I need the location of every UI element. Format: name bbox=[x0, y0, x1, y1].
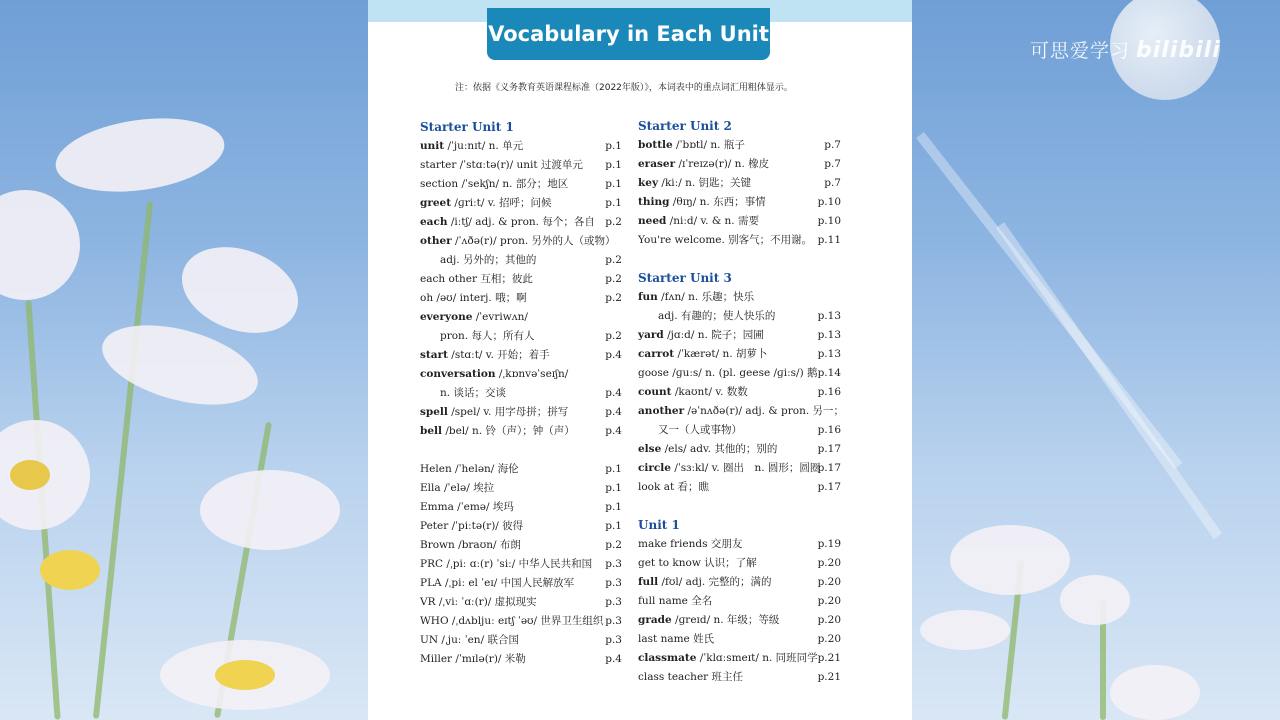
entry-word: PRC bbox=[420, 558, 444, 570]
page-ref: p.14 bbox=[817, 367, 841, 379]
entry-word: grade bbox=[638, 614, 672, 626]
page-ref: p.20 bbox=[817, 595, 841, 607]
vocab-entry bbox=[420, 156, 622, 175]
page-ref: p.3 bbox=[605, 596, 622, 608]
section-title: Starter Unit 1 bbox=[420, 120, 514, 134]
vocab-entry bbox=[420, 289, 622, 308]
page-ref: p.1 bbox=[605, 463, 622, 475]
vocab-entry bbox=[638, 668, 841, 687]
entry-word: Emma bbox=[420, 501, 454, 513]
vocab-entry bbox=[420, 612, 622, 631]
entry-definition: /niːd/ v. & n. 需要 bbox=[666, 215, 759, 227]
vocab-entry bbox=[638, 459, 841, 478]
entry-definition: 全名 bbox=[687, 595, 713, 607]
vocab-entry bbox=[420, 403, 622, 422]
entry-word: get to know bbox=[638, 557, 701, 569]
vocab-entry bbox=[420, 479, 622, 498]
entry-word: goose bbox=[638, 367, 669, 379]
page-ref: p.1 bbox=[605, 501, 622, 513]
vocab-entry bbox=[638, 155, 841, 174]
page-ref: p.16 bbox=[817, 386, 841, 398]
entry-word: greet bbox=[420, 197, 452, 209]
entry-definition: 班主任 bbox=[708, 671, 744, 683]
page-ref: p.21 bbox=[817, 652, 841, 664]
entry-definition: /ˈelə/ 埃拉 bbox=[440, 482, 495, 494]
entry-definition: /fʊl/ adj. 完整的；满的 bbox=[658, 576, 772, 588]
entry-word: starter bbox=[420, 159, 457, 171]
page-ref: p.7 bbox=[824, 177, 841, 189]
vocab-entry bbox=[638, 630, 841, 649]
entry-text: n. 谈话；交谈 bbox=[440, 387, 506, 399]
page-ref: p.1 bbox=[605, 520, 622, 532]
page-ref: p.20 bbox=[817, 576, 841, 588]
entry-definition: /ˈemə/ 埃玛 bbox=[453, 501, 514, 513]
entry-definition: /ˌjuː ˈen/ 联合国 bbox=[438, 634, 519, 646]
entry-definition: /kiː/ n. 钥匙；关键 bbox=[658, 177, 752, 189]
page-ref: p.13 bbox=[817, 329, 841, 341]
entry-definition: 认识；了解 bbox=[700, 557, 757, 569]
entry-word: oh bbox=[420, 292, 434, 304]
entry-word: class teacher bbox=[638, 671, 709, 683]
entry-text: 又一（人或事物） bbox=[658, 424, 742, 436]
vocab-entry bbox=[420, 460, 622, 479]
entry-word: other bbox=[420, 235, 452, 247]
vocab-entry bbox=[420, 308, 622, 327]
vocab-entry bbox=[420, 517, 622, 536]
page-ref: p.2 bbox=[605, 292, 622, 304]
entry-definition: /ˈsekʃn/ n. 部分；地区 bbox=[458, 178, 569, 190]
vocab-entry bbox=[638, 383, 841, 402]
entry-word: make friends bbox=[638, 538, 708, 550]
entry-word: yard bbox=[638, 329, 664, 341]
entry-word: else bbox=[638, 443, 662, 455]
entry-word: carrot bbox=[638, 348, 675, 360]
entry-word: full bbox=[638, 576, 659, 588]
entry-word: last name bbox=[638, 633, 690, 645]
entry-word: each other bbox=[420, 273, 477, 285]
entry-word: need bbox=[638, 215, 667, 227]
page-ref: p.4 bbox=[605, 349, 622, 361]
entry-definition: /ˌpiː el ˈeɪ/ 中国人民解放军 bbox=[441, 577, 575, 589]
page-ref: p.2 bbox=[605, 254, 622, 266]
page-ref: p.1 bbox=[605, 178, 622, 190]
page-ref: p.3 bbox=[605, 558, 622, 570]
entry-continuation bbox=[420, 384, 622, 403]
entry-definition: /spel/ v. 用字母拼；拼写 bbox=[447, 406, 569, 418]
entry-definition: /jɑːd/ n. 院子；园圃 bbox=[663, 329, 764, 341]
page-ref: p.13 bbox=[817, 348, 841, 360]
entry-definition: 看；瞧 bbox=[674, 481, 710, 493]
entry-continuation bbox=[638, 421, 841, 440]
vocab-entry bbox=[638, 554, 841, 573]
page-ref: p.1 bbox=[605, 482, 622, 494]
page-ref: p.20 bbox=[817, 633, 841, 645]
entry-definition: /ɪˈreɪzə(r)/ n. 橡皮 bbox=[675, 158, 770, 170]
entry-word: Miller bbox=[420, 653, 453, 665]
vocab-entry bbox=[420, 346, 622, 365]
entry-word: bottle bbox=[638, 139, 673, 151]
entry-definition: /ˈevriwʌn/ bbox=[472, 311, 528, 323]
section-gap bbox=[420, 441, 622, 460]
vocab-entry bbox=[420, 555, 622, 574]
entry-definition: 互相；彼此 bbox=[477, 273, 533, 285]
entry-word: look at bbox=[638, 481, 675, 493]
page-ref: p.7 bbox=[824, 158, 841, 170]
vocab-entry bbox=[638, 402, 845, 421]
entry-definition: /iːtʃ/ adj. & pron. 每个；各自 bbox=[447, 216, 595, 228]
vocab-entry bbox=[638, 478, 841, 497]
page-ref: p.4 bbox=[605, 653, 622, 665]
entry-definition: 别客气；不用谢。 bbox=[724, 234, 813, 246]
vocab-entry bbox=[420, 498, 622, 517]
entry-word: spell bbox=[420, 406, 448, 418]
entry-word: unit bbox=[420, 140, 445, 152]
vocab-entry bbox=[420, 137, 622, 156]
watermark bbox=[1030, 36, 1221, 63]
entry-continuation bbox=[638, 307, 841, 326]
vocab-entry bbox=[420, 232, 622, 251]
entry-definition: /ˈkærət/ n. 胡萝卜 bbox=[674, 348, 768, 360]
entry-definition: /ˈmɪlə(r)/ 米勒 bbox=[452, 653, 526, 665]
entry-definition: /ˌkɒnvəˈseɪʃn/ bbox=[495, 368, 569, 380]
entry-definition: /fʌn/ n. 乐趣；快乐 bbox=[657, 291, 755, 303]
entry-word: PLA bbox=[420, 577, 442, 589]
entry-word: Helen bbox=[420, 463, 452, 475]
entry-definition: /ɡriːt/ v. 招呼；问候 bbox=[451, 197, 552, 209]
vocab-entry bbox=[638, 326, 841, 345]
vocab-entry bbox=[638, 212, 841, 231]
entry-word: count bbox=[638, 386, 672, 398]
page-ref: p.10 bbox=[817, 215, 841, 227]
entry-word: full name bbox=[638, 595, 688, 607]
page-ref: p.1 bbox=[605, 197, 622, 209]
entry-word: UN bbox=[420, 634, 439, 646]
page-ref: p.1 bbox=[605, 140, 622, 152]
entry-word: thing bbox=[638, 196, 670, 208]
page-ref: p.13 bbox=[817, 310, 841, 322]
vocab-entry bbox=[420, 213, 622, 232]
vocab-entry bbox=[420, 365, 622, 384]
vocab-entry bbox=[638, 649, 841, 668]
entry-word: Peter bbox=[420, 520, 449, 532]
entry-definition: /θɪŋ/ n. 东西；事情 bbox=[669, 196, 766, 208]
page-ref: p.2 bbox=[605, 539, 622, 551]
vocab-entry bbox=[420, 422, 622, 441]
vocab-entry bbox=[638, 136, 841, 155]
vocabulary-column-right bbox=[638, 117, 845, 687]
entry-definition: 姓氏 bbox=[689, 633, 715, 645]
section-title: Unit 1 bbox=[638, 518, 680, 532]
vocab-entry bbox=[638, 535, 841, 554]
entry-definition: /kaʊnt/ v. 数数 bbox=[671, 386, 748, 398]
section-title: Starter Unit 3 bbox=[638, 271, 732, 285]
vocab-entry bbox=[420, 593, 622, 612]
page-ref: p.17 bbox=[817, 443, 841, 455]
page-ref: p.1 bbox=[605, 159, 622, 171]
entry-definition: /ˈklɑːsmeɪt/ n. 同班同学 bbox=[696, 652, 818, 664]
entry-word: start bbox=[420, 349, 448, 361]
entry-definition: /əˈnʌðə(r)/ adj. & pron. 另一； bbox=[684, 405, 845, 417]
page-ref: p.21 bbox=[817, 671, 841, 683]
vocab-entry bbox=[420, 536, 622, 555]
page-ref: p.16 bbox=[817, 424, 841, 436]
vocab-entry bbox=[420, 270, 622, 289]
entry-word: fun bbox=[638, 291, 658, 303]
entry-definition: /braʊn/ 布朗 bbox=[454, 539, 521, 551]
bilibili-logo: bilibili bbox=[1136, 38, 1221, 63]
page-ref: p.2 bbox=[605, 273, 622, 285]
entry-definition: /ˈʌðə(r)/ pron. 另外的人（或物） bbox=[451, 235, 616, 247]
page-ref: p.17 bbox=[817, 481, 841, 493]
page-ref: p.4 bbox=[605, 387, 622, 399]
page-ref: p.10 bbox=[817, 196, 841, 208]
entry-word: classmate bbox=[638, 652, 697, 664]
entry-word: You're welcome. bbox=[638, 234, 725, 246]
entry-definition: /ˌviː ˈɑː(r)/ 虚拟现实 bbox=[435, 596, 537, 608]
vocab-entry bbox=[638, 611, 841, 630]
entry-word: each bbox=[420, 216, 448, 228]
entry-definition: /els/ adv. 其他的；别的 bbox=[661, 443, 778, 455]
entry-continuation bbox=[420, 327, 622, 346]
vocab-entry bbox=[638, 231, 841, 250]
entry-word: VR bbox=[420, 596, 436, 608]
vocab-entry bbox=[420, 631, 622, 650]
page-ref: p.3 bbox=[605, 577, 622, 589]
vocab-entry bbox=[638, 193, 841, 212]
watermark-text: 可思爱学习 bbox=[1030, 40, 1131, 62]
entry-word: circle bbox=[638, 462, 671, 474]
vocabulary-column-left bbox=[420, 118, 622, 669]
entry-word: conversation bbox=[420, 368, 496, 380]
entry-word: Ella bbox=[420, 482, 441, 494]
entry-word: Brown bbox=[420, 539, 455, 551]
page-ref: p.17 bbox=[817, 462, 841, 474]
vocab-entry bbox=[638, 440, 841, 459]
section-gap bbox=[638, 497, 841, 516]
entry-text: adj. 另外的；其他的 bbox=[440, 254, 537, 266]
entry-definition: /bel/ n. 铃（声）；钟（声） bbox=[442, 425, 575, 437]
entry-word: key bbox=[638, 177, 659, 189]
entry-word: everyone bbox=[420, 311, 473, 323]
vocab-entry bbox=[638, 288, 841, 307]
entry-word: WHO bbox=[420, 615, 449, 627]
page-ref: p.3 bbox=[605, 615, 622, 627]
page-ref: p.20 bbox=[817, 614, 841, 626]
entry-continuation bbox=[420, 251, 622, 270]
entry-text: adj. 有趣的；使人快乐的 bbox=[658, 310, 776, 322]
page-ref: p.4 bbox=[605, 425, 622, 437]
vocab-entry bbox=[638, 573, 841, 592]
section-gap bbox=[638, 250, 841, 269]
page-ref: p.3 bbox=[605, 634, 622, 646]
entry-definition: /əʊ/ interj. 哦；啊 bbox=[433, 292, 527, 304]
page-title: Vocabulary in Each Unit bbox=[487, 8, 770, 60]
page-ref: p.20 bbox=[817, 557, 841, 569]
entry-word: bell bbox=[420, 425, 442, 437]
entry-definition: /ˌpiː ɑː(r) ˈsiː/ 中华人民共和国 bbox=[443, 558, 593, 570]
vocab-entry bbox=[638, 345, 841, 364]
vocab-entry bbox=[638, 174, 841, 193]
page-ref: p.11 bbox=[817, 234, 841, 246]
entry-word: eraser bbox=[638, 158, 676, 170]
page-ref: p.4 bbox=[605, 406, 622, 418]
entry-word: section bbox=[420, 178, 459, 190]
section-title: Starter Unit 2 bbox=[638, 119, 732, 133]
vocab-entry bbox=[420, 574, 622, 593]
entry-definition: /ˈpiːtə(r)/ 彼得 bbox=[448, 520, 524, 532]
page-ref: p.2 bbox=[605, 216, 622, 228]
entry-definition: /ˈbɒtl/ n. 瓶子 bbox=[672, 139, 745, 151]
page-note: 注：依据《义务教育英语课程标准（2022年版）》，本词表中的重点词汇用粗体显示。 bbox=[455, 83, 793, 93]
entry-definition: /ˈstɑːtə(r)/ unit 过渡单元 bbox=[456, 159, 583, 171]
vocab-entry bbox=[420, 175, 622, 194]
vocab-entry bbox=[638, 364, 841, 383]
entry-word: another bbox=[638, 405, 685, 417]
page-ref: p.2 bbox=[605, 330, 622, 342]
page-ref: p.7 bbox=[824, 139, 841, 151]
entry-definition: /ɡreɪd/ n. 年级；等级 bbox=[671, 614, 780, 626]
vocab-entry bbox=[638, 592, 841, 611]
entry-definition: /ˈhelən/ 海伦 bbox=[451, 463, 519, 475]
entry-definition: 交朋友 bbox=[707, 538, 743, 550]
entry-definition: /ˈsɜːkl/ v. 圈出 n. 圆形；圆圈 bbox=[670, 462, 821, 474]
entry-definition: /stɑːt/ v. 开始；着手 bbox=[447, 349, 550, 361]
entry-definition: /ɡuːs/ n. (pl. geese /ɡiːs/) 鹅 bbox=[668, 367, 818, 379]
entry-definition: /ˈjuːnɪt/ n. 单元 bbox=[444, 140, 524, 152]
entry-text: pron. 每人；所有人 bbox=[440, 330, 535, 342]
vocab-entry bbox=[420, 194, 622, 213]
vocab-entry bbox=[420, 650, 622, 669]
entry-definition: /ˌdʌbljuː eɪtʃ ˈəʊ/ 世界卫生组织 bbox=[448, 615, 604, 627]
page-ref: p.19 bbox=[817, 538, 841, 550]
